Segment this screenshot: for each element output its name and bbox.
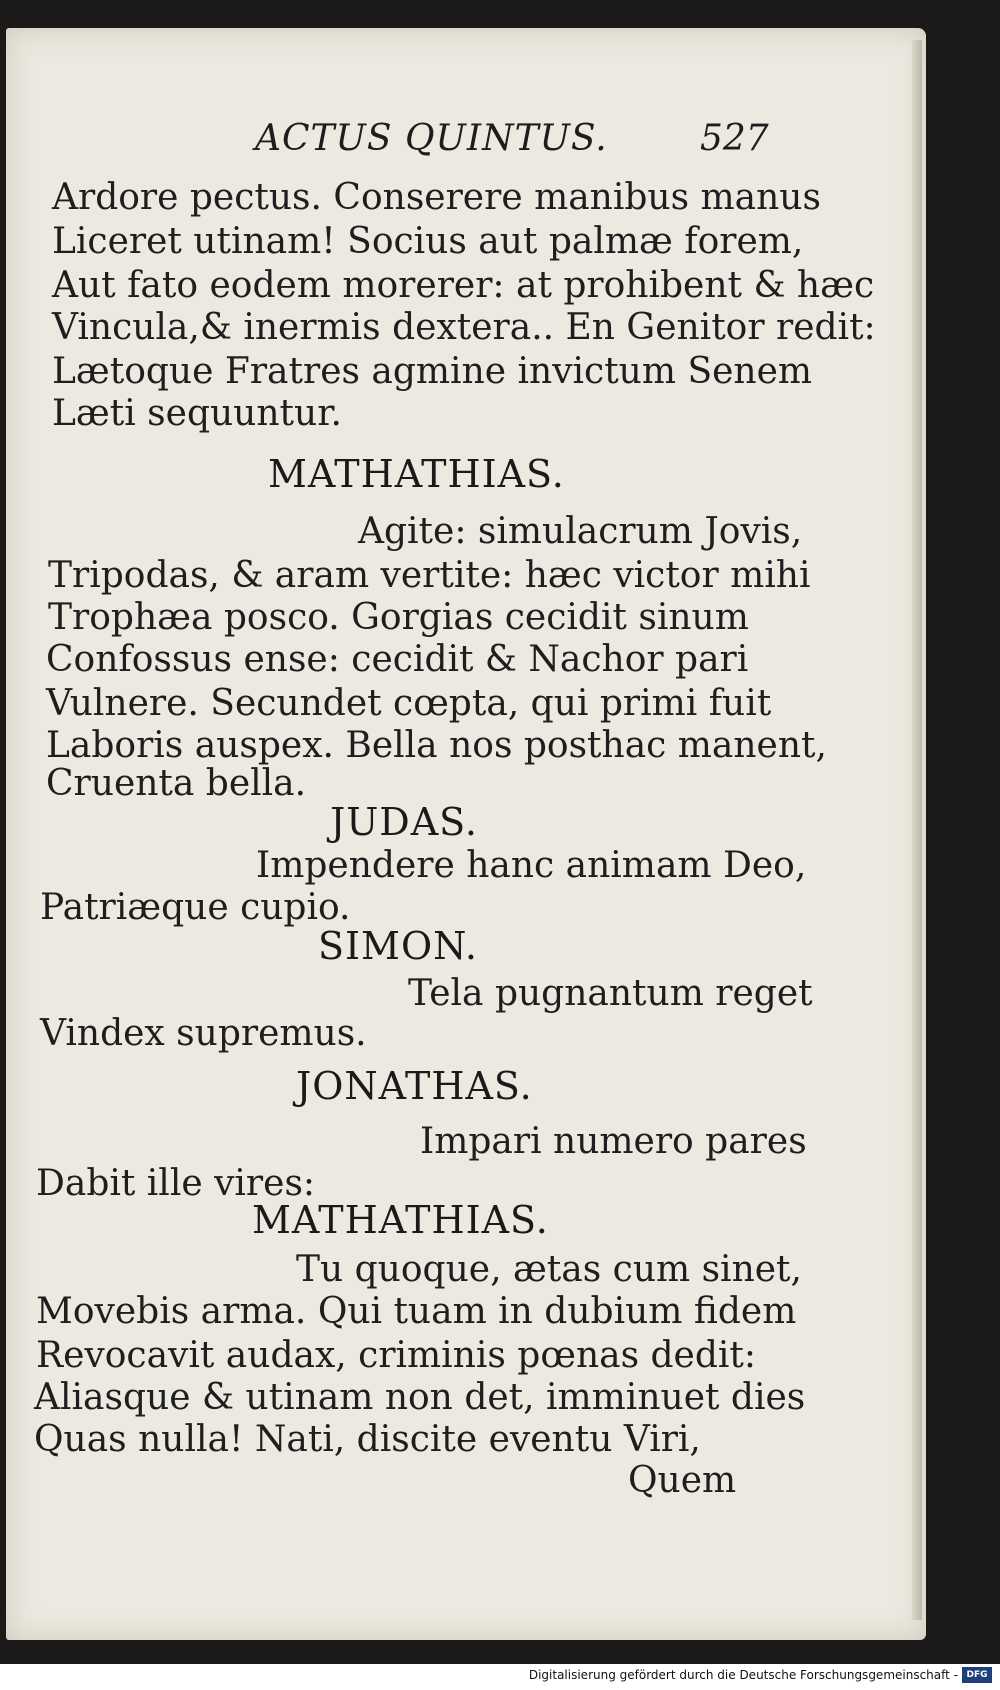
- text-line: Liceret utinam! Socius aut palmæ forem,: [52, 221, 804, 262]
- speaker-name: MATHATHIAS.: [268, 452, 565, 496]
- speaker-name: JUDAS.: [330, 800, 478, 844]
- text-line: Revocavit audax, criminis pœnas dedit:: [36, 1335, 757, 1376]
- page-number: 527: [700, 118, 769, 159]
- text-line: Ardore pectus. Conserere manibus manus: [52, 177, 821, 218]
- text-line: Confossus ense: cecidit & Nachor pari: [46, 639, 749, 680]
- text-line: Dabit ille vires:: [36, 1163, 316, 1204]
- text-line: Læti sequuntur.: [52, 393, 342, 434]
- text-line: Quas nulla! Nati, discite eventu Viri,: [34, 1419, 701, 1460]
- text-line: Tripodas, & aram vertite: hæc victor mihi: [48, 555, 811, 596]
- dfg-logo: DFG: [962, 1667, 992, 1683]
- text-line: Aliasque & utinam non det, imminuet dies: [34, 1377, 806, 1418]
- footer-credit: Digitalisierung gefördert durch die Deutsche Forschungsgemeinschaft -: [528, 1668, 958, 1682]
- running-head: ACTUS QUINTUS.: [255, 118, 608, 159]
- text-line: Tu quoque, ætas cum sinet,: [296, 1249, 802, 1290]
- text-line: Patriæque cupio.: [40, 887, 351, 928]
- catchword: Quem: [628, 1460, 737, 1501]
- text-line: Impari numero pares: [420, 1121, 807, 1162]
- text-line: Vindex supremus.: [40, 1013, 367, 1054]
- speaker-name: MATHATHIAS.: [252, 1198, 549, 1242]
- text-line: Agite: simulacrum Jovis,: [358, 511, 803, 552]
- page-edge: [912, 40, 922, 1620]
- text-line: Vincula,& inermis dextera.. En Genitor redit:: [52, 307, 876, 348]
- text-line: Laboris auspex. Bella nos posthac manent,: [46, 725, 827, 766]
- text-line: Lætoque Fratres agmine invictum Senem: [52, 351, 813, 392]
- text-line: Vulnere. Secundet cœpta, qui primi fuit: [46, 683, 772, 724]
- speaker-name: JONATHAS.: [296, 1064, 533, 1108]
- text-line: Impendere hanc animam Deo,: [256, 845, 807, 886]
- text-line: Aut fato eodem morerer: at prohibent & hæc: [52, 265, 875, 306]
- text-line: Tela pugnantum reget: [408, 973, 813, 1014]
- text-line: Cruenta bella.: [46, 763, 307, 804]
- speaker-name: SIMON.: [318, 924, 479, 968]
- text-line: Trophæa posco. Gorgias cecidit sinum: [48, 597, 749, 638]
- text-line: Movebis arma. Qui tuam in dubium fidem: [36, 1291, 797, 1332]
